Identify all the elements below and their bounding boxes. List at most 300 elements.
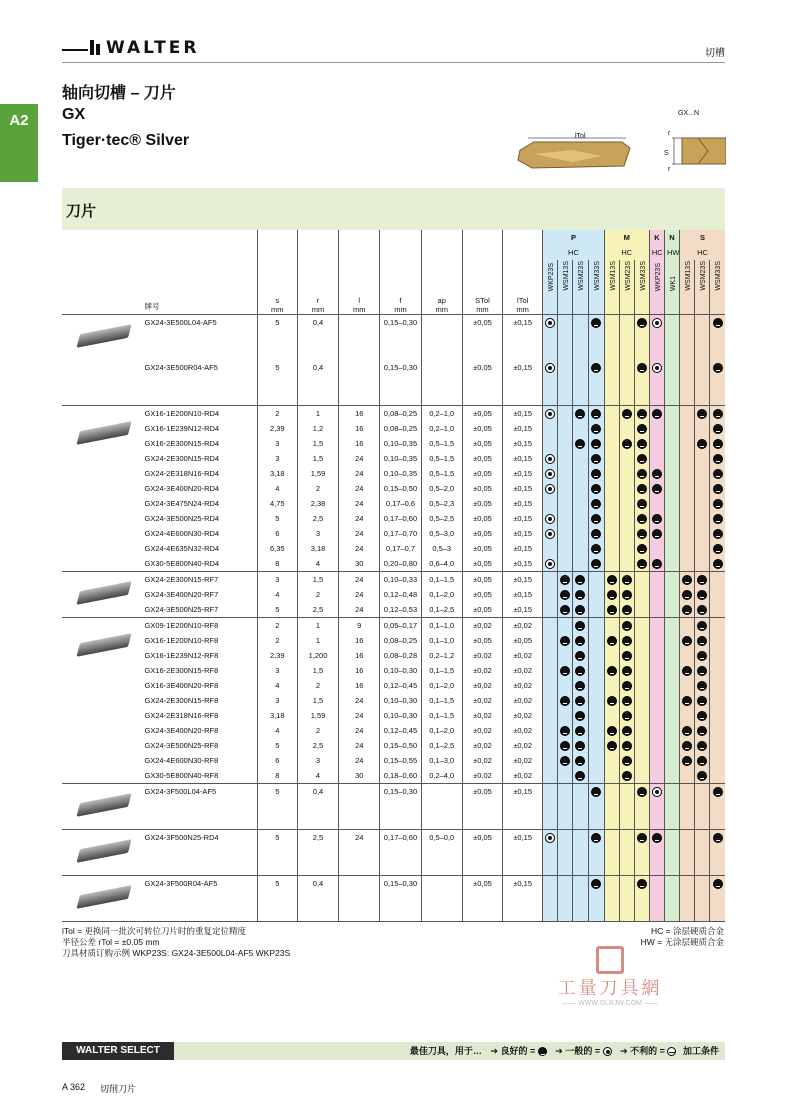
watermark-name: 工量刀具網 — [557, 978, 663, 998]
good-symbol-icon — [603, 1047, 612, 1056]
footnote-legend — [641, 926, 724, 948]
group-m-sub: HC — [604, 245, 649, 260]
good-symbol-icon — [545, 514, 555, 524]
diagram-r-label: r — [668, 166, 671, 173]
good-symbol-icon — [652, 787, 662, 797]
stol-value: ±0,05 — [462, 496, 502, 511]
l-value: 16 — [339, 663, 380, 678]
best-symbol-icon — [591, 484, 601, 494]
best-symbol-icon — [622, 741, 632, 751]
best-symbol-icon — [637, 544, 647, 554]
ltol-value: ±0,15 — [503, 421, 543, 436]
best-symbol-icon — [682, 756, 692, 766]
col-l: l — [358, 296, 361, 305]
s-value: 5 — [257, 830, 297, 876]
table-row — [62, 436, 725, 451]
best-symbol-icon — [560, 741, 570, 751]
best-symbol-icon — [622, 681, 632, 691]
best-symbol-icon — [622, 696, 632, 706]
best-symbol-icon — [591, 787, 601, 797]
stol-value: ±0,05 — [462, 633, 502, 648]
best-symbol-icon — [697, 726, 707, 736]
best-symbol-icon — [713, 424, 723, 434]
col-ltol-unit: mm — [516, 305, 529, 314]
best-symbol-icon — [575, 651, 585, 661]
s-value: 3,18 — [257, 708, 297, 723]
s-value: 3 — [257, 663, 297, 678]
col-s: s — [275, 296, 280, 305]
designation: GX24-3F500L04-AF5 — [144, 784, 257, 830]
best-symbol-icon — [575, 590, 585, 600]
l-value: 24 — [339, 723, 380, 738]
f-value: 0,17–0,60 — [380, 511, 421, 526]
f-value: 0,15–0,50 — [380, 738, 421, 753]
ltol-value: ±0,15 — [503, 784, 543, 830]
l-value: 24 — [339, 830, 380, 876]
best-symbol-icon — [575, 771, 585, 781]
s-value: 4,75 — [257, 496, 297, 511]
f-value: 0,17–0,70 — [380, 526, 421, 541]
r-value: 1 — [297, 633, 338, 648]
designation: GX30-5E800N40-RD4 — [144, 559, 220, 568]
best-symbol-icon — [591, 529, 601, 539]
best-symbol-icon — [622, 771, 632, 781]
best-symbol-icon — [652, 559, 662, 569]
best-symbol-icon — [682, 666, 692, 676]
best-symbol-icon — [607, 666, 617, 676]
ap-value: 0,1–1,5 — [421, 663, 462, 678]
best-symbol-icon — [607, 590, 617, 600]
col-s-unit: mm — [271, 305, 284, 314]
best-symbol-icon — [637, 439, 647, 449]
ltol-value: ±0,15 — [503, 541, 543, 556]
l-value: 24 — [339, 693, 380, 708]
best-symbol-icon — [637, 424, 647, 434]
best-symbol-icon — [637, 879, 647, 889]
s-value: 3 — [257, 572, 297, 588]
diagram-r-label: r — [668, 130, 671, 137]
grade-label: WSM23S — [700, 261, 708, 291]
f-value: 0,10–0,35 — [380, 436, 421, 451]
col-l-unit: mm — [352, 305, 366, 314]
s-value: 3,18 — [257, 466, 297, 481]
best-symbol-icon — [575, 681, 585, 691]
ltol-value: ±0,02 — [503, 723, 543, 738]
best-symbol-icon — [591, 318, 601, 328]
ap-value: 0,1–2,0 — [421, 587, 462, 602]
designation: GX16-1E239N12-RF8 — [144, 651, 219, 660]
table-row — [62, 876, 725, 922]
designation: GX24-2E318N16-RF8 — [144, 711, 219, 720]
table-row — [62, 541, 725, 556]
f-value: 0,08–0,25 — [380, 633, 421, 648]
table-row — [62, 602, 725, 618]
f-value: 0,15–0,30 — [380, 315, 421, 361]
table-row — [62, 830, 725, 876]
best-symbol-icon — [713, 454, 723, 464]
r-value: 0,4 — [297, 876, 338, 922]
designation: GX24-4E600N30-RD4 — [144, 529, 220, 538]
s-value: 3 — [257, 436, 297, 451]
best-symbol-icon — [560, 575, 570, 585]
f-value: 0,15–0,30 — [380, 360, 421, 406]
best-symbol-icon — [575, 666, 585, 676]
best-symbol-icon — [697, 409, 707, 419]
legend-general: ➔ 一般的 = — [555, 1046, 601, 1056]
l-value: 30 — [339, 556, 380, 572]
table-row — [62, 587, 725, 602]
grade-label: WSM13S — [685, 261, 693, 291]
col-f: f — [399, 296, 402, 305]
group-n: N — [664, 230, 679, 245]
legend-bad: ➔ 不利的 = — [620, 1046, 665, 1056]
group-m: M — [604, 230, 649, 245]
r-value: 1,59 — [297, 708, 338, 723]
section-bar — [62, 188, 725, 230]
ap-value: 0,1–2,5 — [421, 738, 462, 753]
best-symbol-icon — [622, 409, 632, 419]
page-subtitle: GX — [62, 106, 86, 123]
best-symbol-icon — [575, 621, 585, 631]
r-value: 2 — [297, 481, 338, 496]
f-value: 0,12–0,53 — [380, 602, 421, 618]
designation: GX16-2E300N15-RF8 — [144, 666, 219, 675]
group-letter-row — [62, 230, 725, 245]
f-value: 0,10–0,35 — [380, 466, 421, 481]
stol-value: ±0,05 — [462, 526, 502, 541]
best-symbol-icon — [591, 409, 601, 419]
designation: GX16-1E200N10-RD4 — [144, 406, 257, 422]
best-symbol-icon — [622, 726, 632, 736]
grade-label: WSM33S — [593, 261, 601, 291]
best-symbol-icon — [697, 439, 707, 449]
stol-value: ±0,02 — [462, 738, 502, 753]
ltol-value: ±0,02 — [503, 753, 543, 768]
l-value: 16 — [339, 406, 380, 422]
best-symbol-icon — [652, 833, 662, 843]
best-symbol-icon — [697, 771, 707, 781]
col-designation: 牌号 — [144, 302, 160, 311]
best-symbol-icon — [560, 696, 570, 706]
f-value: 0,08–0,25 — [380, 421, 421, 436]
ap-value: 0,5–1,5 — [421, 466, 462, 481]
logo-bars-icon — [90, 40, 94, 55]
table-row — [62, 481, 725, 496]
r-value: 0,4 — [297, 784, 338, 830]
stol-value: ±0,05 — [462, 421, 502, 436]
grade-label: WKP23S — [548, 262, 556, 291]
designation: GX24-2E318N16-RD4 — [144, 469, 220, 478]
diagram-ltol-label: lTol — [575, 133, 586, 140]
ap-value: 0,5–2,0 — [421, 481, 462, 496]
r-value: 0,4 — [297, 315, 338, 361]
best-symbol-icon — [682, 726, 692, 736]
designation: GX30-5E800N40-RF8 — [144, 771, 219, 780]
best-symbol-icon — [713, 469, 723, 479]
grade-label: WSM33S — [715, 261, 723, 291]
best-symbol-icon — [697, 590, 707, 600]
ltol-value: ±0,15 — [503, 572, 543, 588]
stol-value: ±0,05 — [462, 602, 502, 618]
ltol-value: ±0,15 — [503, 830, 543, 876]
l-value — [339, 876, 380, 922]
best-symbol-icon — [575, 409, 585, 419]
ap-value: 0,2–4,0 — [421, 768, 462, 784]
best-symbol-icon — [682, 575, 692, 585]
best-symbol-icon — [713, 879, 723, 889]
best-symbol-icon — [591, 544, 601, 554]
ok-symbol-icon — [667, 1047, 676, 1056]
best-symbol-icon — [575, 741, 585, 751]
good-symbol-icon — [545, 484, 555, 494]
best-symbol-icon — [682, 741, 692, 751]
l-value: 24 — [339, 572, 380, 588]
f-value: 0,12–0,45 — [380, 723, 421, 738]
ltol-value: ±0,02 — [503, 648, 543, 663]
ap-value: 0,1–1,0 — [421, 633, 462, 648]
table-row — [62, 663, 725, 678]
ltol-value: ±0,02 — [503, 678, 543, 693]
insert-image — [76, 633, 131, 657]
insert-table — [62, 230, 725, 922]
best-symbol-icon — [697, 605, 707, 615]
l-value: 16 — [339, 633, 380, 648]
f-value: 0,10–0,30 — [380, 708, 421, 723]
best-symbol-icon — [591, 879, 601, 889]
table-row — [62, 451, 725, 466]
table-row — [62, 723, 725, 738]
stol-value: ±0,05 — [462, 436, 502, 451]
best-symbol-icon — [682, 696, 692, 706]
f-value: 0,17–0,60 — [380, 830, 421, 876]
best-symbol-icon — [637, 454, 647, 464]
good-symbol-icon — [652, 363, 662, 373]
r-value: 1 — [297, 406, 338, 422]
best-symbol-icon — [607, 636, 617, 646]
bottom-bar — [62, 1042, 725, 1060]
ltol-value: ±0,15 — [503, 496, 543, 511]
best-symbol-icon — [713, 787, 723, 797]
l-value — [339, 315, 380, 361]
best-symbol-icon — [575, 439, 585, 449]
group-s: S — [680, 230, 725, 245]
best-symbol-icon — [575, 696, 585, 706]
r-value: 1,200 — [297, 648, 338, 663]
col-stol: STol — [475, 296, 490, 305]
f-value: 0,15–0,30 — [380, 876, 421, 922]
best-symbol-icon — [637, 559, 647, 569]
s-value: 5 — [257, 738, 297, 753]
ltol-value: ±0,15 — [503, 511, 543, 526]
group-k: K — [649, 230, 664, 245]
designation: GX24-2E300N15-RF7 — [144, 572, 257, 588]
l-value: 24 — [339, 708, 380, 723]
l-value: 30 — [339, 768, 380, 784]
s-value: 5 — [257, 360, 297, 406]
stol-value: ±0,02 — [462, 768, 502, 784]
best-symbol-icon — [713, 833, 723, 843]
best-symbol-icon — [697, 756, 707, 766]
best-symbol-icon — [591, 469, 601, 479]
best-symbol-icon — [682, 605, 692, 615]
stol-value: ±0,05 — [462, 315, 502, 361]
col-f-unit: mm — [394, 305, 407, 314]
r-value: 2,5 — [297, 830, 338, 876]
designation: GX24-3E400N20-RF8 — [144, 726, 219, 735]
stol-value: ±0,05 — [462, 360, 502, 406]
table-row — [62, 784, 725, 830]
r-value: 1 — [297, 618, 338, 634]
best-symbol-icon — [607, 726, 617, 736]
best-symbol-icon — [622, 666, 632, 676]
footnote-radius: 半径公差 rTol = ±0.05 mm — [62, 937, 160, 947]
ltol-value: ±0,02 — [503, 738, 543, 753]
stol-value: ±0,05 — [462, 541, 502, 556]
f-value: 0,20–0,80 — [380, 556, 421, 572]
stol-value: ±0,05 — [462, 466, 502, 481]
best-symbol-icon — [637, 499, 647, 509]
best-symbol-icon — [591, 559, 601, 569]
r-value: 1,5 — [297, 451, 338, 466]
stol-value: ±0,02 — [462, 618, 502, 634]
best-symbol-icon — [697, 696, 707, 706]
good-symbol-icon — [545, 833, 555, 843]
best-symbol-icon — [652, 409, 662, 419]
best-symbol-icon — [622, 439, 632, 449]
best-symbol-icon — [637, 363, 647, 373]
r-value: 3 — [297, 753, 338, 768]
f-value: 0,08–0,25 — [380, 406, 421, 422]
designation: GX16-2E300N15-RD4 — [144, 439, 220, 448]
header-category: 切槽 — [705, 48, 725, 59]
s-value: 5 — [257, 315, 297, 361]
best-symbol-icon — [560, 636, 570, 646]
group-s-sub: HC — [680, 245, 725, 260]
best-symbol-icon — [622, 605, 632, 615]
best-symbol-icon — [713, 529, 723, 539]
s-value: 5 — [257, 511, 297, 526]
ltol-value: ±0,02 — [503, 693, 543, 708]
insert-image — [76, 421, 131, 445]
best-symbol-icon — [637, 529, 647, 539]
ltol-value: ±0,15 — [503, 587, 543, 602]
page-number: A 362 — [62, 1082, 86, 1092]
s-value: 5 — [257, 602, 297, 618]
good-symbol-icon — [545, 529, 555, 539]
s-value: 6 — [257, 753, 297, 768]
grade-label: WKP23S — [654, 262, 662, 291]
good-symbol-icon — [545, 454, 555, 464]
designation: GX24-3E475N24-RD4 — [144, 499, 220, 508]
r-value: 1,5 — [297, 663, 338, 678]
best-symbol-icon — [637, 514, 647, 524]
ap-value: 0,1–1,5 — [421, 572, 462, 588]
ap-value: 0,5–1,5 — [421, 451, 462, 466]
best-symbol-icon — [697, 621, 707, 631]
insert-image — [76, 793, 131, 817]
legend-best: 最佳刀具，用于… — [409, 1046, 482, 1056]
table-row — [62, 633, 725, 648]
footnote-hw: HW = 无涂层硬质合金 — [640, 937, 724, 947]
best-symbol-icon — [560, 756, 570, 766]
best-symbol-icon — [591, 514, 601, 524]
f-value: 0,10–0,33 — [380, 572, 421, 588]
s-value: 2 — [257, 406, 297, 422]
best-symbol-icon — [652, 484, 662, 494]
s-value: 8 — [257, 556, 297, 572]
ap-value: 0,5–3,0 — [421, 526, 462, 541]
l-value: 24 — [339, 511, 380, 526]
ltol-value: ±0,02 — [503, 618, 543, 634]
ap-value: 0,2–1,0 — [421, 406, 462, 422]
best-symbol-icon — [607, 741, 617, 751]
r-value: 4 — [297, 768, 338, 784]
best-symbol-icon — [575, 605, 585, 615]
best-symbol-icon — [591, 499, 601, 509]
best-symbol-icon — [697, 636, 707, 646]
ltol-value: ±0,15 — [503, 876, 543, 922]
best-symbol-icon — [560, 605, 570, 615]
table-row — [62, 526, 725, 541]
ltol-value: ±0,15 — [503, 315, 543, 361]
ap-value — [421, 876, 462, 922]
f-value: 0,05–0,17 — [380, 618, 421, 634]
s-value: 2 — [257, 633, 297, 648]
best-symbol-icon — [713, 318, 723, 328]
f-value: 0,18–0,60 — [380, 768, 421, 784]
group-p: P — [543, 230, 604, 245]
watermark-logo-icon — [596, 946, 624, 974]
good-symbol-icon — [545, 318, 555, 328]
best-symbol-icon — [652, 514, 662, 524]
best-symbol-icon — [622, 621, 632, 631]
stol-value: ±0,02 — [462, 663, 502, 678]
best-symbol-icon — [607, 575, 617, 585]
ltol-value: ±0,15 — [503, 451, 543, 466]
ap-value: 0,5–2,3 — [421, 496, 462, 511]
footnote-hc: HC = 涂层硬质合金 — [651, 926, 724, 936]
watermark — [540, 946, 680, 1007]
stol-value: ±0,02 — [462, 753, 502, 768]
best-symbol-icon — [682, 590, 692, 600]
s-value: 8 — [257, 768, 297, 784]
group-n-sub: HW — [664, 245, 679, 260]
best-symbol-icon — [607, 605, 617, 615]
ap-value: 0,5–1,5 — [421, 436, 462, 451]
table-row — [62, 511, 725, 526]
best-symbol-icon — [713, 409, 723, 419]
table-row — [62, 315, 725, 361]
designation: GX24-3E500N25-RF7 — [144, 605, 219, 614]
l-value: 24 — [339, 466, 380, 481]
f-value: 0,10–0,30 — [380, 693, 421, 708]
r-value: 1,59 — [297, 466, 338, 481]
ltol-value: ±0,15 — [503, 602, 543, 618]
r-value: 2 — [297, 723, 338, 738]
best-symbol-icon — [607, 696, 617, 706]
best-symbol-icon — [713, 484, 723, 494]
designation: GX24-3F500R04-AF5 — [144, 876, 257, 922]
r-value: 2,38 — [297, 496, 338, 511]
best-symbol-icon — [622, 575, 632, 585]
col-ltol: lTol — [517, 296, 529, 305]
best-symbol-icon — [560, 666, 570, 676]
table-row — [62, 360, 725, 406]
stol-value: ±0,05 — [462, 587, 502, 602]
suitability-legend — [410, 1042, 719, 1060]
f-value: 0,15–0,30 — [380, 784, 421, 830]
r-value: 4 — [297, 556, 338, 572]
